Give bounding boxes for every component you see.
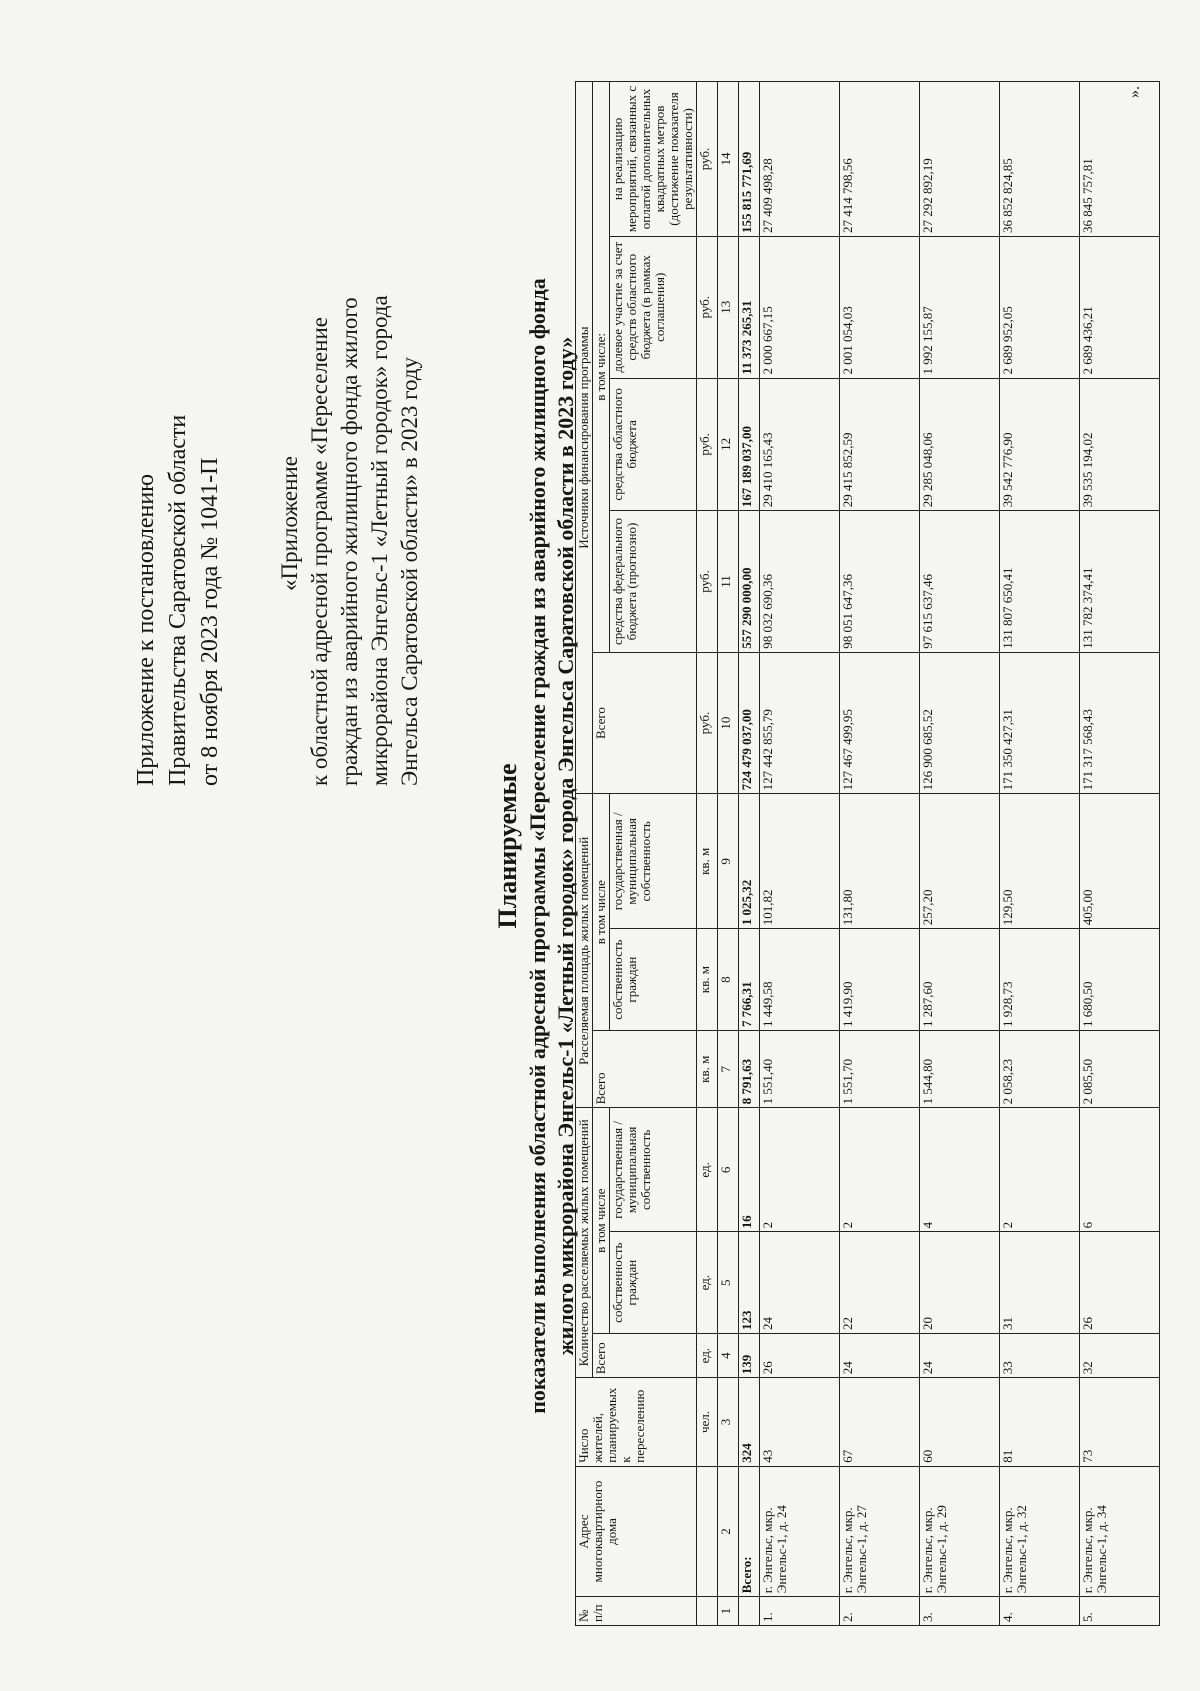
header-financing: Источники финансирования программы bbox=[576, 82, 593, 794]
row-cell: 24 bbox=[840, 1334, 920, 1378]
row-cell: 27 409 498,28 bbox=[760, 82, 840, 237]
colnum-cell: 1 bbox=[718, 1597, 739, 1626]
row-cell: 24 bbox=[760, 1232, 840, 1334]
unit-cell: руб. bbox=[697, 378, 718, 511]
unit-cell bbox=[697, 1597, 718, 1626]
row-cell: 97 615 637,46 bbox=[920, 511, 1000, 653]
row-address: г. Энгельс, мкр. Энгельс-1, д. 34 bbox=[1080, 1466, 1160, 1597]
header-share: долевое участие за счет средств областного бюджета (в рамках соглашения) bbox=[610, 236, 697, 378]
colnum-cell: 7 bbox=[718, 1031, 739, 1108]
header-reg: средства областного бюджета bbox=[610, 378, 697, 511]
total-cell: 11 373 265,31 bbox=[739, 236, 760, 378]
header-fin-total: Всего bbox=[593, 652, 697, 794]
page-content bbox=[60, 46, 1143, 1646]
row-cell: 60 bbox=[920, 1378, 1000, 1466]
unit-cell: руб. bbox=[697, 236, 718, 378]
row-cell: 6 bbox=[1080, 1108, 1160, 1232]
row-cell: 1 928,73 bbox=[1000, 929, 1080, 1031]
colnum-cell: 11 bbox=[718, 511, 739, 653]
total-cell: 1 025,32 bbox=[739, 794, 760, 929]
row-cell: 4 bbox=[920, 1108, 1000, 1232]
header-count-total: Всего bbox=[593, 1334, 697, 1378]
header-num: № п/п bbox=[576, 1597, 697, 1626]
row-cell: 36 852 824,85 bbox=[1000, 82, 1080, 237]
header-area-total: Всего bbox=[593, 1031, 697, 1108]
row-cell: 2 058,23 bbox=[1000, 1031, 1080, 1108]
header-area-gov: государственная / муниципальная собственность bbox=[610, 794, 697, 929]
unit-cell: чел. bbox=[697, 1378, 718, 1466]
row-cell: 39 535 194,02 bbox=[1080, 378, 1160, 511]
closing-quote: ». bbox=[1126, 86, 1143, 98]
unit-cell: руб. bbox=[697, 511, 718, 653]
unit-cell bbox=[697, 1466, 718, 1597]
row-address: г. Энгельс, мкр. Энгельс-1, д. 32 bbox=[1000, 1466, 1080, 1597]
row-cell: 29 415 852,59 bbox=[840, 378, 920, 511]
row-cell: 73 bbox=[1080, 1378, 1160, 1466]
row-num: 4. bbox=[1000, 1597, 1080, 1626]
header-fed: средства федерального бюджета (прогнозно) bbox=[610, 511, 697, 653]
row-cell: 1 680,50 bbox=[1080, 929, 1160, 1031]
resolution-header bbox=[130, 415, 226, 786]
row-cell: 2 001 054,03 bbox=[840, 236, 920, 378]
header-area-own: собственность граждан bbox=[610, 929, 697, 1031]
total-cell: 167 189 037,00 bbox=[739, 378, 760, 511]
row-cell: 101,82 bbox=[760, 794, 840, 929]
row-cell: 22 bbox=[840, 1232, 920, 1334]
row-cell: 131 807 650,41 bbox=[1000, 511, 1080, 653]
header-address: Адрес многоквартирного дома bbox=[576, 1466, 697, 1597]
total-cell: 8 791,63 bbox=[739, 1031, 760, 1108]
row-cell: 127 442 855,79 bbox=[760, 652, 840, 794]
row-cell: 29 410 165,43 bbox=[760, 378, 840, 511]
header-count: Количество расселяемых жилых помещений bbox=[576, 1108, 593, 1378]
row-cell: 2 bbox=[1000, 1108, 1080, 1232]
row-cell: 2 000 667,15 bbox=[760, 236, 840, 378]
table-row bbox=[760, 82, 840, 1626]
row-cell: 1 287,60 bbox=[920, 929, 1000, 1031]
header-count-own: собственность граждан bbox=[610, 1232, 697, 1334]
appendix-line-1: к областной адресной программе «Переселение bbox=[307, 317, 332, 786]
row-cell: 171 350 427,31 bbox=[1000, 652, 1080, 794]
row-num: 5. bbox=[1080, 1597, 1160, 1626]
unit-cell: руб. bbox=[697, 82, 718, 237]
row-cell: 29 285 048,06 bbox=[920, 378, 1000, 511]
row-cell: 24 bbox=[920, 1334, 1000, 1378]
table-row bbox=[920, 82, 1000, 1626]
row-cell: 2 085,50 bbox=[1080, 1031, 1160, 1108]
rotated-page bbox=[60, 46, 1143, 1646]
unit-cell: кв. м bbox=[697, 929, 718, 1031]
header-line-1: Приложение к постановлению bbox=[133, 473, 159, 786]
unit-cell: руб. bbox=[697, 652, 718, 794]
row-cell: 1 544,80 bbox=[920, 1031, 1000, 1108]
total-cell: 139 bbox=[739, 1334, 760, 1378]
row-cell: 126 900 685,52 bbox=[920, 652, 1000, 794]
header-line-3: от 8 ноября 2023 года № 1041-П bbox=[197, 457, 223, 786]
row-cell: 33 bbox=[1000, 1334, 1080, 1378]
appendix-title: «Приложение bbox=[277, 456, 302, 591]
row-cell: 67 bbox=[840, 1378, 920, 1466]
table-row bbox=[1080, 82, 1160, 1626]
row-cell: 2 689 952,05 bbox=[1000, 236, 1080, 378]
colnum-cell: 13 bbox=[718, 236, 739, 378]
row-cell: 1 551,70 bbox=[840, 1031, 920, 1108]
row-cell: 20 bbox=[920, 1232, 1000, 1334]
header-extra: на реализацию мероприятий, связанных с оплатой дополнительных квадратных метров (достижение показателя результативности) bbox=[610, 82, 697, 237]
header-area-incl: в том числе bbox=[593, 794, 610, 1031]
unit-cell: ед. bbox=[697, 1334, 718, 1378]
row-cell: 2 bbox=[760, 1108, 840, 1232]
row-cell: 43 bbox=[760, 1378, 840, 1466]
row-cell: 1 419,90 bbox=[840, 929, 920, 1031]
document-title bbox=[492, 76, 580, 1616]
row-cell: 31 bbox=[1000, 1232, 1080, 1334]
indicators-table bbox=[575, 81, 1160, 1626]
table-row bbox=[1000, 82, 1080, 1626]
row-cell: 32 bbox=[1080, 1334, 1160, 1378]
colnum-cell: 6 bbox=[718, 1108, 739, 1232]
colnum-cell: 2 bbox=[718, 1466, 739, 1597]
row-cell: 81 bbox=[1000, 1378, 1080, 1466]
total-cell: 16 bbox=[739, 1108, 760, 1232]
appendix-header bbox=[275, 295, 425, 786]
row-address: г. Энгельс, мкр. Энгельс-1, д. 29 bbox=[920, 1466, 1000, 1597]
colnum-cell: 4 bbox=[718, 1334, 739, 1378]
row-cell: 1 551,40 bbox=[760, 1031, 840, 1108]
row-num: 3. bbox=[920, 1597, 1000, 1626]
unit-cell: ед. bbox=[697, 1232, 718, 1334]
total-cell: 7 766,31 bbox=[739, 929, 760, 1031]
row-cell: 27 292 892,19 bbox=[920, 82, 1000, 237]
colnum-cell: 14 bbox=[718, 82, 739, 237]
row-address: г. Энгельс, мкр. Энгельс-1, д. 27 bbox=[840, 1466, 920, 1597]
title-line-2: показатели выполнения областной адресной программы «Переселение граждан из аварийного жилищного фонда bbox=[525, 278, 550, 1414]
row-cell: 1 449,58 bbox=[760, 929, 840, 1031]
row-cell: 129,50 bbox=[1000, 794, 1080, 929]
colnum-cell: 3 bbox=[718, 1378, 739, 1466]
row-num: 2. bbox=[840, 1597, 920, 1626]
colnum-cell: 5 bbox=[718, 1232, 739, 1334]
total-cell: 724 479 037,00 bbox=[739, 652, 760, 794]
appendix-line-4: Энгельса Саратовской области» в 2023 году bbox=[397, 356, 422, 786]
unit-cell: кв. м bbox=[697, 1031, 718, 1108]
row-cell: 405,00 bbox=[1080, 794, 1160, 929]
colnum-cell: 10 bbox=[718, 652, 739, 794]
total-cell: 123 bbox=[739, 1232, 760, 1334]
header-line-2: Правительства Саратовской области bbox=[165, 414, 191, 786]
row-num: 1. bbox=[760, 1597, 840, 1626]
title-line-3: жилого микрорайона Энгельс-1 «Летный городок» города Энгельса Саратовской области в 2023 году» bbox=[553, 336, 578, 1356]
colnum-cell: 12 bbox=[718, 378, 739, 511]
total-cell bbox=[739, 1597, 760, 1626]
row-cell: 27 414 798,56 bbox=[840, 82, 920, 237]
row-cell: 127 467 499,95 bbox=[840, 652, 920, 794]
table-row bbox=[840, 82, 920, 1626]
unit-cell: ед. bbox=[697, 1108, 718, 1232]
row-cell: 1 992 155,87 bbox=[920, 236, 1000, 378]
appendix-line-2: граждан из аварийного жилищного фонда жилого bbox=[337, 297, 362, 786]
row-cell: 171 317 568,43 bbox=[1080, 652, 1160, 794]
units-row bbox=[697, 82, 718, 1626]
row-cell: 26 bbox=[1080, 1232, 1160, 1334]
column-numbers-row bbox=[718, 82, 739, 1626]
row-cell: 257,20 bbox=[920, 794, 1000, 929]
row-cell: 39 542 776,90 bbox=[1000, 378, 1080, 511]
row-cell: 26 bbox=[760, 1334, 840, 1378]
row-cell: 2 689 436,21 bbox=[1080, 236, 1160, 378]
header-area: Расселяемая площадь жилых помещений bbox=[576, 794, 593, 1108]
row-cell: 98 032 690,36 bbox=[760, 511, 840, 653]
total-row bbox=[739, 82, 760, 1626]
row-cell: 2 bbox=[840, 1108, 920, 1232]
header-count-gov: государственная / муниципальная собственность bbox=[610, 1108, 697, 1232]
row-cell: 36 845 757,81 bbox=[1080, 82, 1160, 237]
header-row-1 bbox=[576, 82, 593, 1626]
appendix-line-3: микрорайона Энгельс-1 «Летный городок» города bbox=[367, 295, 392, 786]
row-cell: 98 051 647,36 bbox=[840, 511, 920, 653]
row-cell: 131 782 374,41 bbox=[1080, 511, 1160, 653]
colnum-cell: 8 bbox=[718, 929, 739, 1031]
row-cell: 131,80 bbox=[840, 794, 920, 929]
row-address: г. Энгельс, мкр. Энгельс-1, д. 24 bbox=[760, 1466, 840, 1597]
header-count-incl: в том числе bbox=[593, 1108, 610, 1334]
header-people: Число жителей, планируемых к переселению bbox=[576, 1378, 697, 1466]
header-fin-incl: в том числе: bbox=[593, 82, 610, 653]
colnum-cell: 9 bbox=[718, 794, 739, 929]
title-line-1: Планируемые bbox=[493, 763, 522, 929]
unit-cell: кв. м bbox=[697, 794, 718, 929]
total-cell: 557 290 000,00 bbox=[739, 511, 760, 653]
total-label: Всего: bbox=[739, 1466, 760, 1597]
total-cell: 324 bbox=[739, 1378, 760, 1466]
total-cell: 155 815 771,69 bbox=[739, 82, 760, 237]
